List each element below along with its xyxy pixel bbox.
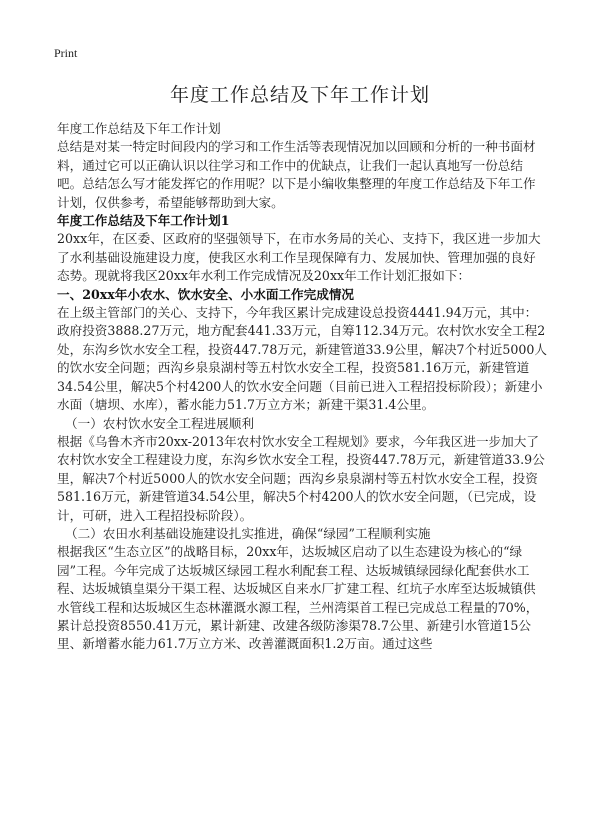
print-link[interactable]: Print — [54, 46, 78, 60]
sub-heading-2: （二）农田水利基础设施建设扎实推进，确保“绿园”工程顺利实施 — [65, 525, 431, 541]
body-paragraph-3: 根据《乌鲁木齐市20xx-2013年农村饮水安全工程规划》要求，今年我区进一步加大了农村饮水安全工程建设力度，东沟乡饮水安全工程，投资447.78万元，新建管道33.9公里，解决7个村近5000人的饮水安全问题；西沟乡泉泉湖村等五村饮水安全工程，投资581.16万元，新建管道34.54公里，解决5个村4200人的饮水安全问题，（已完成，设计，可研，进入工程招投标阶段）。 — [57, 433, 545, 523]
body-paragraph-1: 20xx年，在区委、区政府的坚强领导下，在市水务局的关心、支持下，我区进一步加大了水利基础设施建设力度，使我区水利工作呈现保障有力、发展加快、管理加强的良好态势。现就将我区20xx年水利工作完成情况及20xx年工作计划汇报如下： — [57, 231, 541, 284]
intro-paragraph: 总结是对某一特定时间段内的学习和工作生活等表现情况加以回顾和分析的一种书面材料，通过它可以正确认识以往学习和工作中的优缺点，让我们一起认真地写一份总结吧。总结怎么写才能发挥它的作用呢？以下是小编收集整理的年度工作总结及下年工作计划，仅供参考，希望能够帮助到大家。 — [57, 139, 536, 210]
document-body — [57, 120, 547, 654]
section-heading: 年度工作总结及下年工作计划1 — [57, 213, 230, 229]
page-title: 年度工作总结及下年工作计划 — [169, 84, 430, 106]
body-paragraph-2: 在上级主管部门的关心、支持下，今年我区累计完成建设总投资4441.94万元，其中：政府投资3888.27万元，地方配套441.33万元，自筹112.34万元。农村饮水安全工程2处，东沟乡饮水安全工程，投资447.78万元，新建管道33.9公里，解决7个村近5000人的饮水安全问题；西沟乡泉泉湖村等五村饮水安全工程，投资581.16万元，新建管道34.54公里，解决5个村4200人的饮水安全问题（目前已进入工程招投标阶段）；新建小水面（塘坝、水库），蓄水能力51.7万立方米；新建干渠31.4公里。 — [57, 305, 547, 413]
body-paragraph-4: 根据我区“生态立区”的战略目标，20xx年，达坂城区启动了以生态建设为核心的“绿园”工程。今年完成了达坂城区绿园工程水利配套工程、达坂城镇绿园绿化配套供水工程、达坂城镇皇渠分干渠工程、达坂城区自来水厂扩建工程、红坑子水库至达坂城镇供水管线工程和达坂城区生态林灌溉水源工程，兰州湾渠首工程已完成总工程量的70%，累计总投资8550.41万元，累计新建、改建各级防渗渠78.7公里、新建引水管道15公里、新增蓄水能力61.7万立方米、改善灌溉面积1.2万亩。通过这些 — [57, 544, 539, 652]
sub-heading-1: （一）农村饮水安全工程进展顺利 — [65, 415, 254, 431]
part-heading: 一、20xx年小农水、饮水安全、小水面工作完成情况 — [57, 286, 355, 302]
document-subtitle: 年度工作总结及下年工作计划 — [57, 121, 221, 136]
